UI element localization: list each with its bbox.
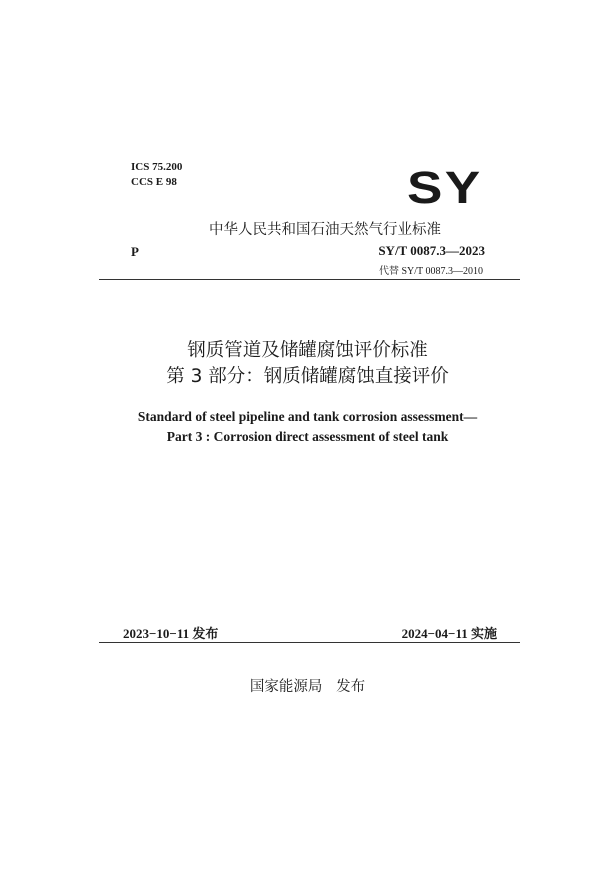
implement-date: 2024−04−11 实施 bbox=[401, 626, 497, 641]
ics-code: ICS 75.200 bbox=[131, 161, 183, 173]
title-en-line2: Part 3 : Corrosion direct assessment of steel tank bbox=[166, 429, 449, 444]
organization-name: 中华人民共和国石油天然气行业标准 bbox=[209, 222, 441, 238]
category-letter: P bbox=[131, 244, 139, 259]
ccs-code: CCS E 98 bbox=[131, 176, 177, 188]
publisher: 国家能源局 发布 bbox=[249, 679, 366, 695]
title-cn-line2: 第 3 部分：钢质储罐腐蚀直接评价 bbox=[166, 366, 449, 387]
header-divider bbox=[99, 279, 520, 280]
standard-code: SY/T 0087.3—2023 bbox=[378, 243, 485, 258]
title-en-line1: Standard of steel pipeline and tank corrosion assessment— bbox=[137, 409, 478, 424]
sy-logo: SY bbox=[407, 162, 483, 213]
footer-divider bbox=[99, 642, 520, 643]
replaces-note: 代替 SY/T 0087.3—2010 bbox=[379, 266, 483, 277]
title-cn-line1: 钢质管道及储罐腐蚀评价标准 bbox=[187, 340, 428, 361]
issue-date: 2023−10−11 发布 bbox=[123, 626, 219, 641]
